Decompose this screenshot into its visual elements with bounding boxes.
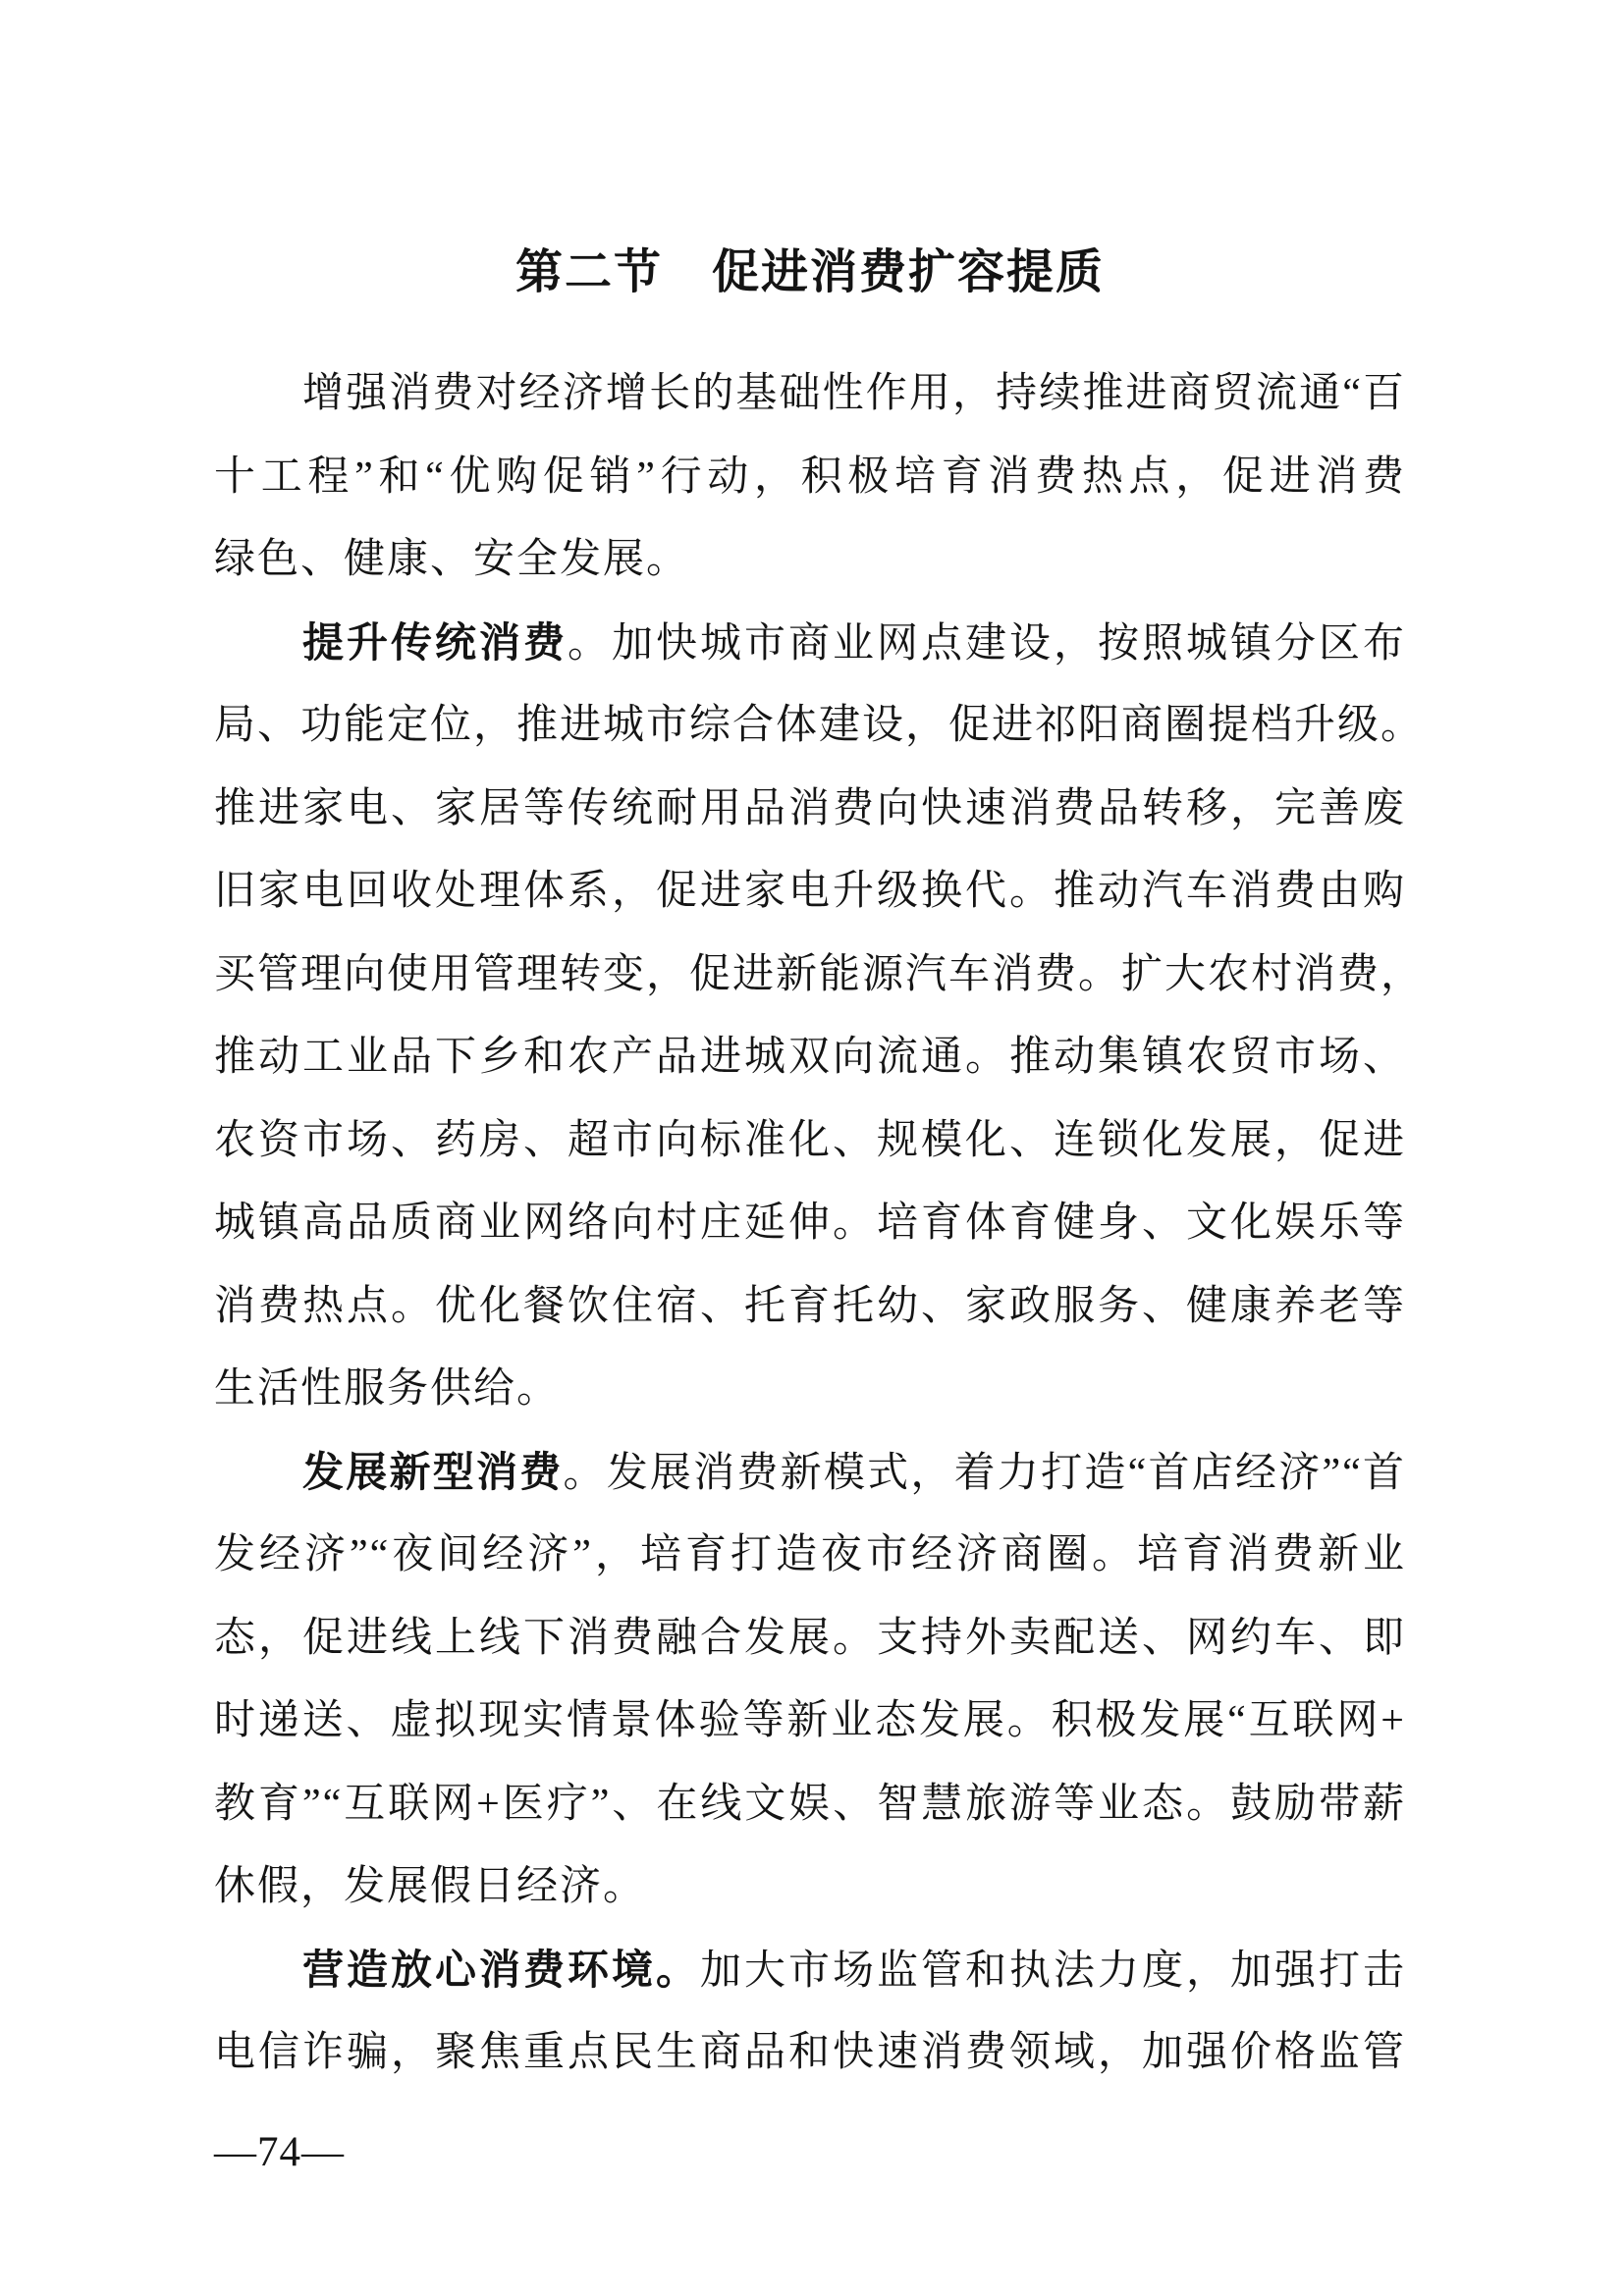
body-text-run: 教育”“互联网+医疗”、在线文娱、智慧旅游等业态。鼓励带薪 (214, 1781, 1406, 1827)
body-text-run: 。发展消费新模式，着力打造“首店经济”“首 (563, 1450, 1406, 1496)
body-text-run: 休假，发展假日经济。 (214, 1864, 647, 1909)
body-text-run: 十工程”和“优购促销”行动，积极培育消费热点，促进消费 (214, 454, 1406, 500)
page-number: —74— (214, 2129, 345, 2175)
text-line (214, 602, 1406, 685)
text-line (214, 2011, 1406, 2095)
body-text-run: 增强消费对经济增长的基础性作用，持续推进商贸流通“百 (302, 371, 1406, 416)
document-body (214, 352, 1425, 2095)
text-line (214, 768, 1406, 851)
text-line (214, 1763, 1406, 1846)
text-line (214, 850, 1406, 934)
text-line (214, 1845, 1406, 1929)
body-text-run: 局、功能定位，推进城市综合体建设，促进祁阳商圈提档升级。 (214, 703, 1425, 748)
text-line (214, 436, 1406, 519)
body-text-run: 态，促进线上线下消费融合发展。支持外卖配送、网约车、即 (214, 1615, 1406, 1661)
body-text-run: 买管理向使用管理转变，促进新能源汽车消费。扩大农村消费， (214, 951, 1425, 997)
text-line (214, 518, 1406, 602)
text-line (214, 352, 1406, 436)
text-line (214, 1099, 1406, 1183)
body-text-run: 电信诈骗，聚焦重点民生商品和快速消费领域，加强价格监管 (214, 2030, 1406, 2075)
text-line (214, 1514, 1406, 1597)
body-text-run: 推动工业品下乡和农产品进城双向流通。推动集镇农贸市场、 (214, 1035, 1406, 1080)
bold-lead-text: 提升传统消费 (302, 618, 568, 666)
body-text-run: 农资市场、药房、超市向标准化、规模化、连锁化发展，促进 (214, 1117, 1406, 1163)
text-line (214, 1182, 1406, 1265)
text-line (214, 684, 1425, 768)
text-line (214, 1016, 1406, 1099)
text-line (214, 934, 1425, 1017)
body-text-run: 生活性服务供给。 (214, 1366, 561, 1412)
body-text-run: 旧家电回收处理体系，促进家电升级换代。推动汽车消费由购 (214, 869, 1406, 914)
text-line (214, 1348, 1406, 1431)
section-title: 第二节 促进消费扩容提质 (514, 246, 1105, 298)
body-text-run: 推进家电、家居等传统耐用品消费向快速消费品转移，完善废 (214, 785, 1406, 831)
text-line (214, 1265, 1406, 1349)
body-text-run: 。加快城市商业网点建设，按照城镇分区布 (568, 620, 1406, 667)
text-line (214, 1929, 1406, 2012)
body-text-run: 加大市场监管和执法力度，加强打击 (700, 1948, 1406, 1994)
body-text-run: 绿色、健康、安全发展。 (214, 537, 690, 582)
bold-lead-text: 发展新型消费 (302, 1448, 564, 1495)
body-text-run: 发经济”“夜间经济”，培育打造夜市经济商圈。培育消费新业 (214, 1532, 1406, 1577)
body-text-run: 时递送、虚拟现实情景体验等新业态发展。积极发展“互联网+ (214, 1698, 1406, 1743)
body-text-run: 消费热点。优化餐饮住宿、托育托幼、家政服务、健康养老等 (214, 1283, 1406, 1329)
text-line (214, 1680, 1406, 1763)
text-line (214, 1431, 1406, 1515)
body-text-run: 城镇高品质商业网络向村庄延伸。培育体育健身、文化娱乐等 (214, 1201, 1406, 1246)
text-line (214, 1597, 1406, 1681)
bold-lead-text: 营造放心消费环境。 (302, 1946, 700, 1993)
